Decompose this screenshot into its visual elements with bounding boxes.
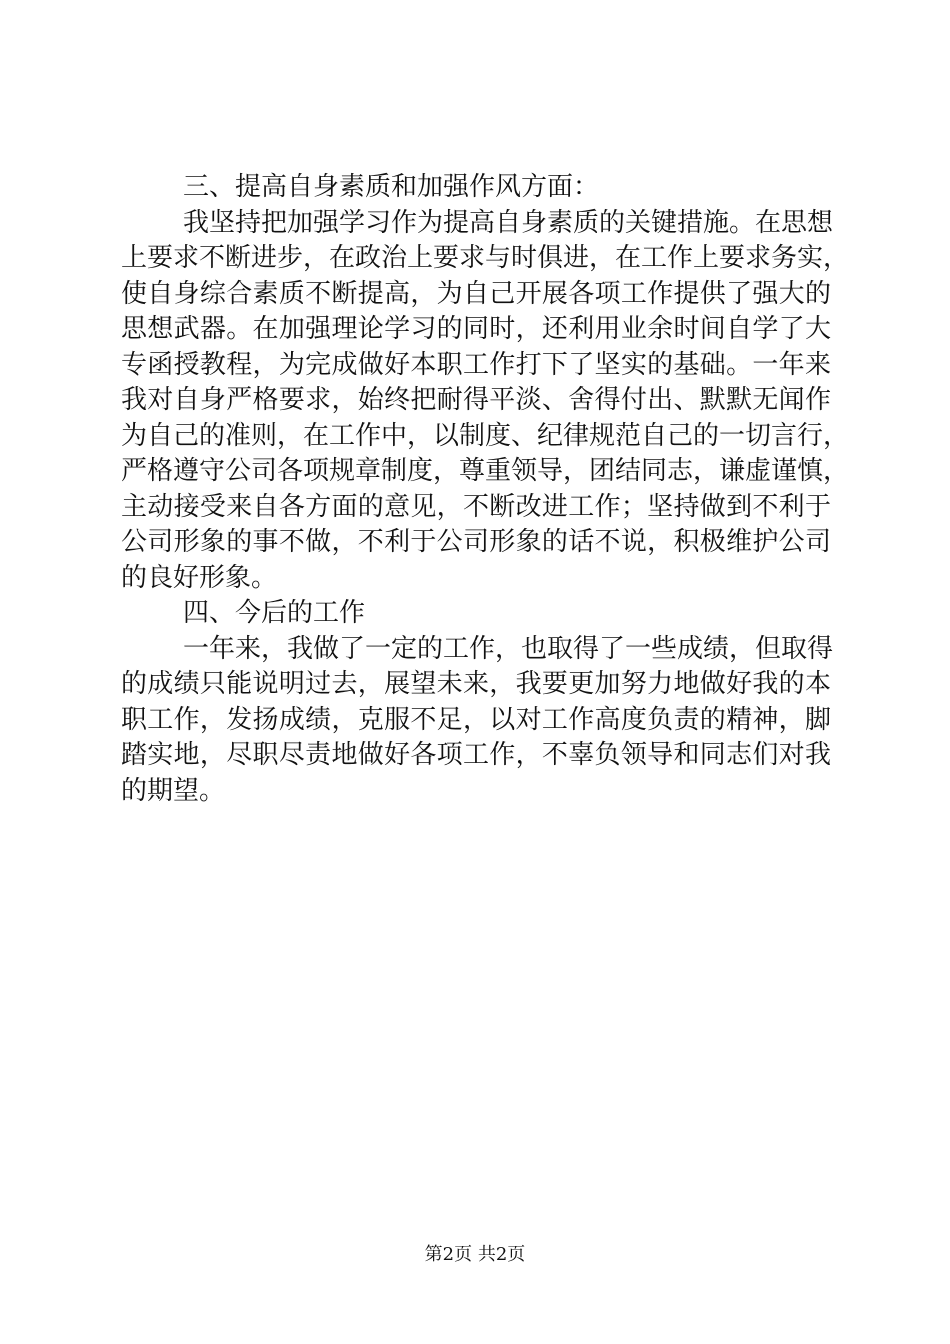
paragraph-line: 一年来，我做了一定的工作，也取得了一些成绩，但取得 [183, 633, 834, 664]
paragraph-line: 专函授教程，为完成做好本职工作打下了坚实的基础。一年来 [121, 349, 831, 380]
paragraph-line: 我对自身严格要求，始终把耐得平淡、舍得付出、默默无闻作 [121, 385, 831, 415]
paragraph-line: 的期望。 [121, 775, 226, 806]
paragraph-line: 使自身综合素质不断提高，为自己开展各项工作提供了强大的 [121, 278, 831, 309]
paragraph-line: 我坚持把加强学习作为提高自身素质的关键措施。在思想 [183, 207, 834, 238]
paragraph-line: 为自己的准则，在工作中，以制度、纪律规范自己的一切言行， [121, 420, 850, 451]
paragraph-line: 踏实地，尽职尽责地做好各项工作，不辜负领导和同志们对我 [121, 740, 831, 770]
paragraph-line: 主动接受来自各方面的意见，不断改进工作；坚持做到不利于 [121, 491, 831, 522]
page-footer: 第2页 共2页 [424, 1244, 526, 1265]
paragraph-line: 上要求不断进步，在政治上要求与时俱进，在工作上要求务实， [121, 243, 850, 273]
paragraph-line: 的良好形象。 [121, 562, 278, 593]
paragraph-line: 的成绩只能说明过去，展望未来，我要更加努力地做好我的本 [121, 669, 831, 699]
paragraph-line: 公司形象的事不做，不利于公司形象的话不说，积极维护公司 [121, 527, 831, 557]
paragraph-line: 严格遵守公司各项规章制度，尊重领导，团结同志，谦虚谨慎， [121, 456, 850, 486]
section-heading-3: 三、提高自身素质和加强作风方面： [183, 172, 600, 202]
paragraph-line: 职工作，发扬成绩，克服不足，以对工作高度负责的精神，脚 [121, 704, 831, 735]
section-heading-4: 四、今后的工作 [183, 598, 366, 628]
paragraph-line: 思想武器。在加强理论学习的同时，还利用业余时间自学了大 [121, 314, 831, 344]
document-body [121, 170, 850, 809]
